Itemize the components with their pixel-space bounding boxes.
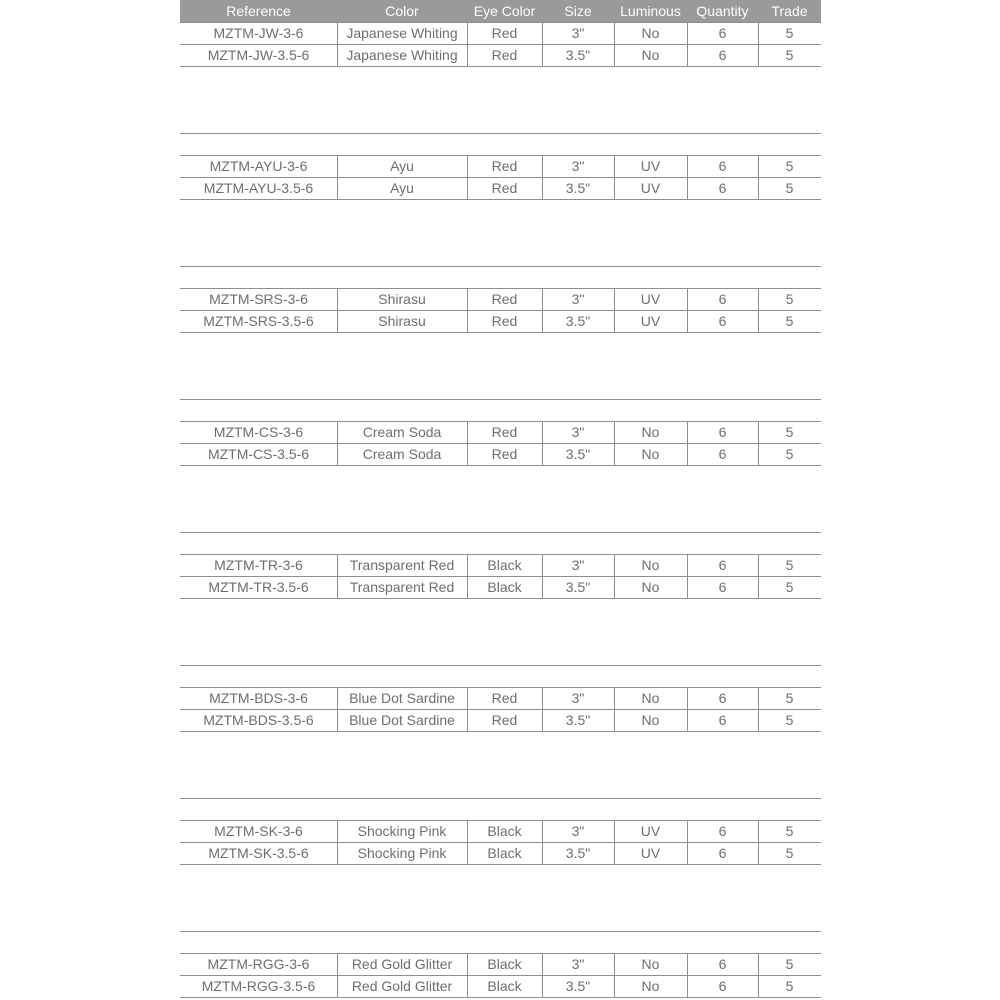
- cell-luminous: UV: [640, 845, 661, 861]
- header-quantity: Quantity: [696, 3, 749, 19]
- column-divider: [337, 155, 338, 199]
- cell-quantity: 6: [718, 690, 727, 706]
- column-divider: [467, 155, 468, 199]
- cell-color: Transparent Red: [349, 557, 455, 573]
- column-divider: [337, 288, 338, 332]
- header-eye-color: Eye Color: [473, 3, 536, 19]
- column-divider: [758, 288, 759, 332]
- group-separator: [180, 266, 821, 267]
- column-divider: [542, 953, 543, 997]
- cell-reference: MZTM-TR-3.5-6: [208, 579, 309, 595]
- header-trade: Trade: [771, 3, 808, 19]
- column-divider: [614, 554, 615, 598]
- column-divider: [467, 554, 468, 598]
- cell-size: 3": [571, 25, 585, 41]
- header-luminous: Luminous: [620, 3, 681, 19]
- cell-trade: 5: [785, 446, 794, 462]
- cell-reference: MZTM-AYU-3.5-6: [203, 180, 314, 196]
- cell-trade: 5: [785, 978, 794, 994]
- cell-color: Shirasu: [378, 313, 426, 329]
- cell-size: 3": [571, 424, 585, 440]
- column-divider: [758, 687, 759, 731]
- cell-color: Japanese Whiting: [346, 47, 458, 63]
- column-divider: [687, 953, 688, 997]
- header-size: Size: [564, 3, 592, 19]
- cell-quantity: 6: [718, 158, 727, 174]
- cell-eye-color: Red: [491, 424, 518, 440]
- cell-size: 3.5": [565, 47, 591, 63]
- column-divider: [337, 820, 338, 864]
- group-separator: [180, 665, 821, 666]
- cell-quantity: 6: [718, 47, 727, 63]
- table-header: [180, 0, 821, 22]
- table-row: [180, 687, 821, 709]
- cell-eye-color: Black: [487, 956, 522, 972]
- row-rule: [180, 66, 821, 67]
- cell-eye-color: Red: [491, 25, 518, 41]
- group-separator: [180, 133, 821, 134]
- cell-reference: MZTM-CS-3-6: [213, 424, 304, 440]
- cell-size: 3.5": [565, 579, 591, 595]
- cell-luminous: No: [641, 446, 660, 462]
- header-reference: Reference: [226, 3, 291, 19]
- row-rule: [180, 731, 821, 732]
- cell-color: Shocking Pink: [357, 845, 447, 861]
- cell-size: 3.5": [565, 313, 591, 329]
- cell-color: Cream Soda: [362, 424, 442, 440]
- column-divider: [467, 953, 468, 997]
- cell-trade: 5: [785, 845, 794, 861]
- cell-luminous: No: [641, 712, 660, 728]
- column-divider: [467, 687, 468, 731]
- cell-eye-color: Red: [491, 158, 518, 174]
- cell-luminous: No: [641, 557, 660, 573]
- column-divider: [687, 22, 688, 66]
- column-divider: [614, 687, 615, 731]
- row-rule: [180, 997, 821, 998]
- cell-trade: 5: [785, 25, 794, 41]
- cell-eye-color: Red: [491, 313, 518, 329]
- cell-luminous: No: [641, 25, 660, 41]
- cell-quantity: 6: [718, 823, 727, 839]
- cell-luminous: UV: [640, 158, 661, 174]
- cell-trade: 5: [785, 47, 794, 63]
- column-divider: [542, 288, 543, 332]
- cell-quantity: 6: [718, 180, 727, 196]
- cell-luminous: UV: [640, 823, 661, 839]
- column-divider: [337, 22, 338, 66]
- column-divider: [337, 554, 338, 598]
- column-divider: [758, 820, 759, 864]
- header-color: Color: [385, 3, 419, 19]
- column-divider: [542, 155, 543, 199]
- cell-color: Ayu: [390, 158, 414, 174]
- group-separator: [180, 931, 821, 932]
- column-divider: [467, 421, 468, 465]
- cell-reference: MZTM-BDS-3-6: [209, 690, 308, 706]
- cell-reference: MZTM-CS-3.5-6: [207, 446, 310, 462]
- table-row: [180, 22, 821, 44]
- cell-reference: MZTM-RGG-3-6: [207, 956, 310, 972]
- cell-eye-color: Red: [491, 690, 518, 706]
- cell-trade: 5: [785, 690, 794, 706]
- cell-quantity: 6: [718, 424, 727, 440]
- column-divider: [542, 820, 543, 864]
- cell-luminous: UV: [640, 291, 661, 307]
- column-divider: [758, 155, 759, 199]
- column-divider: [758, 421, 759, 465]
- cell-luminous: No: [641, 690, 660, 706]
- group-separator: [180, 532, 821, 533]
- row-rule: [180, 332, 821, 333]
- cell-size: 3": [571, 956, 585, 972]
- cell-reference: MZTM-RGG-3.5-6: [201, 978, 316, 994]
- table-row: [180, 288, 821, 310]
- column-divider: [614, 155, 615, 199]
- cell-color: Shirasu: [378, 291, 426, 307]
- cell-trade: 5: [785, 424, 794, 440]
- cell-reference: MZTM-AYU-3-6: [209, 158, 308, 174]
- cell-luminous: No: [641, 579, 660, 595]
- cell-size: 3": [571, 158, 585, 174]
- row-rule: [180, 199, 821, 200]
- cell-reference: MZTM-BDS-3.5-6: [203, 712, 314, 728]
- cell-eye-color: Black: [487, 557, 522, 573]
- cell-reference: MZTM-TR-3-6: [214, 557, 303, 573]
- column-divider: [687, 820, 688, 864]
- cell-luminous: No: [641, 47, 660, 63]
- cell-trade: 5: [785, 180, 794, 196]
- cell-size: 3": [571, 557, 585, 573]
- cell-color: Ayu: [390, 180, 414, 196]
- table-row: [180, 953, 821, 975]
- cell-size: 3.5": [565, 180, 591, 196]
- column-divider: [758, 953, 759, 997]
- cell-quantity: 6: [718, 313, 727, 329]
- cell-quantity: 6: [718, 845, 727, 861]
- cell-eye-color: Red: [491, 291, 518, 307]
- cell-size: 3.5": [565, 446, 591, 462]
- cell-trade: 5: [785, 291, 794, 307]
- cell-color: Cream Soda: [362, 446, 442, 462]
- cell-trade: 5: [785, 956, 794, 972]
- cell-eye-color: Red: [491, 446, 518, 462]
- cell-color: Shocking Pink: [357, 823, 447, 839]
- column-divider: [542, 687, 543, 731]
- column-divider: [614, 22, 615, 66]
- column-divider: [337, 421, 338, 465]
- cell-trade: 5: [785, 579, 794, 595]
- column-divider: [467, 22, 468, 66]
- column-divider: [542, 421, 543, 465]
- column-divider: [614, 820, 615, 864]
- cell-quantity: 6: [718, 291, 727, 307]
- cell-color: Red Gold Glitter: [351, 978, 453, 994]
- cell-size: 3.5": [565, 845, 591, 861]
- row-rule: [180, 864, 821, 865]
- column-divider: [687, 288, 688, 332]
- cell-quantity: 6: [718, 557, 727, 573]
- table-row: [180, 842, 821, 864]
- group-separator: [180, 798, 821, 799]
- cell-eye-color: Black: [487, 579, 522, 595]
- table-row: [180, 44, 821, 66]
- table-row: [180, 975, 821, 997]
- cell-size: 3.5": [565, 712, 591, 728]
- cell-size: 3": [571, 823, 585, 839]
- cell-quantity: 6: [718, 579, 727, 595]
- cell-reference: MZTM-JW-3-6: [213, 25, 304, 41]
- cell-color: Red Gold Glitter: [351, 956, 453, 972]
- table-row: [180, 709, 821, 731]
- cell-color: Japanese Whiting: [346, 25, 458, 41]
- cell-reference: MZTM-SK-3-6: [214, 823, 303, 839]
- cell-trade: 5: [785, 313, 794, 329]
- cell-size: 3": [571, 291, 585, 307]
- cell-size: 3": [571, 690, 585, 706]
- cell-color: Transparent Red: [349, 579, 455, 595]
- column-divider: [687, 687, 688, 731]
- column-divider: [542, 22, 543, 66]
- table-row: [180, 443, 821, 465]
- column-divider: [687, 554, 688, 598]
- row-rule: [180, 598, 821, 599]
- column-divider: [758, 22, 759, 66]
- table-row: [180, 177, 821, 199]
- cell-luminous: No: [641, 424, 660, 440]
- cell-reference: MZTM-SRS-3-6: [209, 291, 308, 307]
- table-row: [180, 576, 821, 598]
- cell-quantity: 6: [718, 712, 727, 728]
- column-divider: [614, 953, 615, 997]
- column-divider: [467, 288, 468, 332]
- column-divider: [687, 421, 688, 465]
- cell-color: Blue Dot Sardine: [349, 712, 455, 728]
- cell-trade: 5: [785, 557, 794, 573]
- cell-luminous: UV: [640, 313, 661, 329]
- cell-quantity: 6: [718, 446, 727, 462]
- cell-eye-color: Black: [487, 845, 522, 861]
- cell-trade: 5: [785, 158, 794, 174]
- cell-luminous: No: [641, 956, 660, 972]
- cell-trade: 5: [785, 823, 794, 839]
- row-rule: [180, 465, 821, 466]
- table-row: [180, 421, 821, 443]
- cell-quantity: 6: [718, 956, 727, 972]
- table-row: [180, 554, 821, 576]
- column-divider: [687, 155, 688, 199]
- table-row: [180, 155, 821, 177]
- cell-eye-color: Red: [491, 47, 518, 63]
- cell-eye-color: Red: [491, 712, 518, 728]
- cell-luminous: No: [641, 978, 660, 994]
- column-divider: [467, 820, 468, 864]
- cell-color: Blue Dot Sardine: [349, 690, 455, 706]
- cell-eye-color: Black: [487, 978, 522, 994]
- column-divider: [337, 953, 338, 997]
- cell-size: 3.5": [565, 978, 591, 994]
- column-divider: [337, 687, 338, 731]
- cell-reference: MZTM-SK-3.5-6: [208, 845, 309, 861]
- column-divider: [614, 421, 615, 465]
- cell-quantity: 6: [718, 978, 727, 994]
- group-separator: [180, 399, 821, 400]
- column-divider: [614, 288, 615, 332]
- column-divider: [758, 554, 759, 598]
- cell-quantity: 6: [718, 25, 727, 41]
- cell-reference: MZTM-JW-3.5-6: [207, 47, 310, 63]
- cell-reference: MZTM-SRS-3.5-6: [203, 313, 314, 329]
- cell-luminous: UV: [640, 180, 661, 196]
- column-divider: [542, 554, 543, 598]
- table-row: [180, 310, 821, 332]
- product-table: [180, 0, 821, 1000]
- table-row: [180, 820, 821, 842]
- cell-trade: 5: [785, 712, 794, 728]
- cell-eye-color: Black: [487, 823, 522, 839]
- cell-eye-color: Red: [491, 180, 518, 196]
